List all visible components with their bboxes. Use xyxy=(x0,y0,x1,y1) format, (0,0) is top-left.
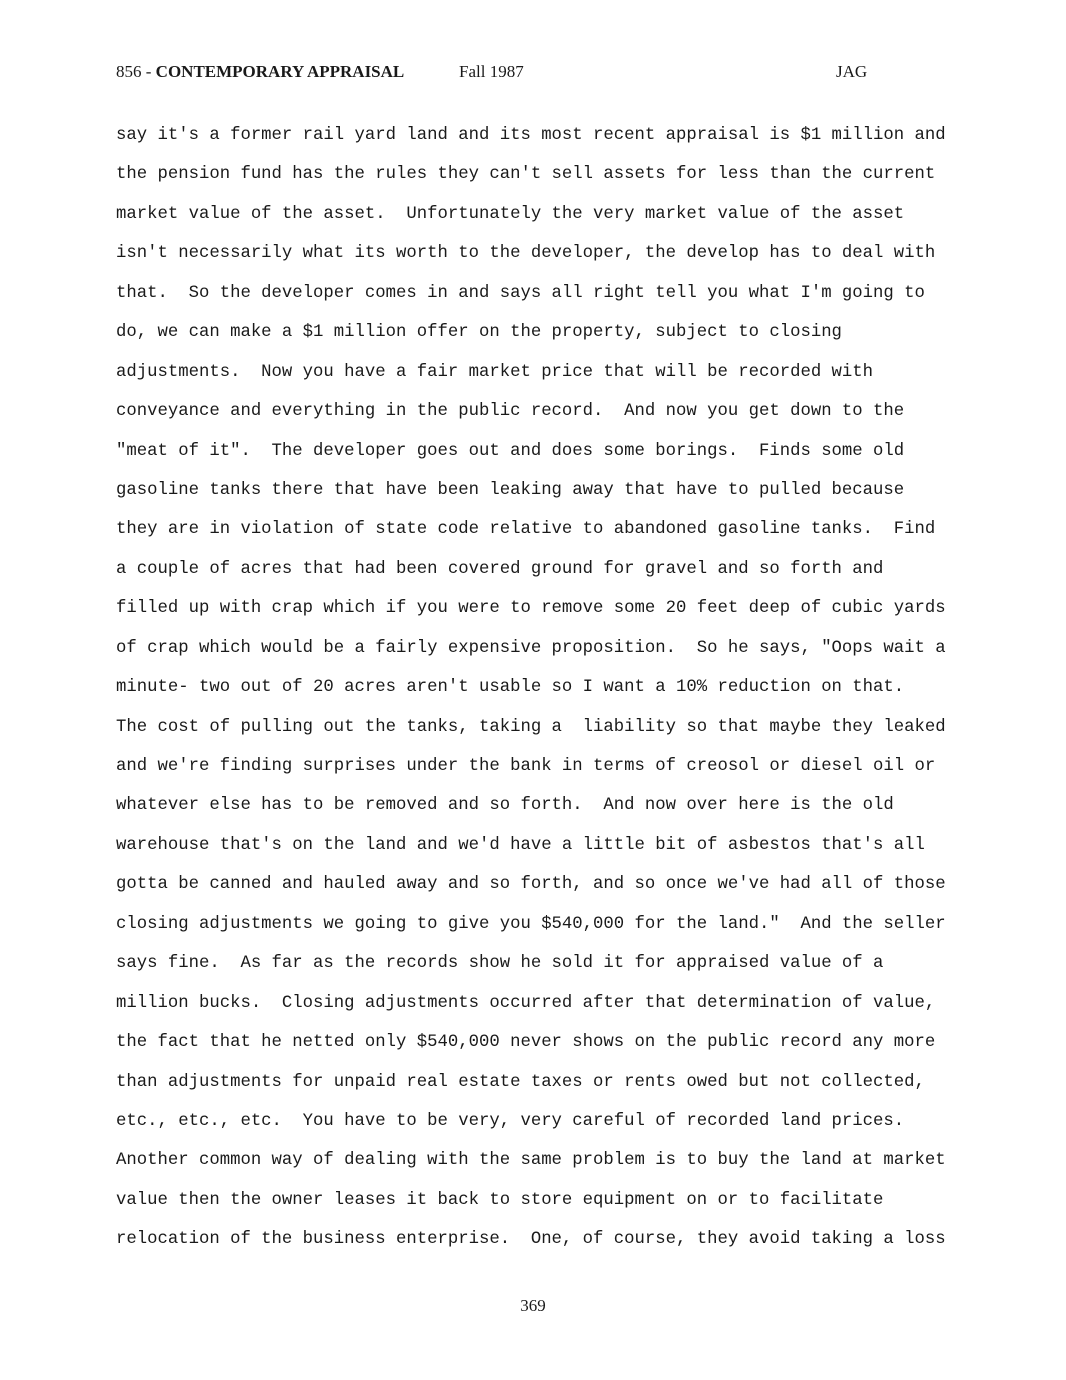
text-line: gasoline tanks there that have been leaking away that have to pulled because xyxy=(116,480,905,500)
text-line: filled up with crap which if you were to remove some 20 feet deep of cubic yards xyxy=(116,599,946,619)
text-line: etc., etc., etc. You have to be very, very careful of recorded land prices. xyxy=(116,1111,905,1131)
text-line: a couple of acres that had been covered ground for gravel and so forth and xyxy=(116,559,884,579)
page-header xyxy=(116,62,876,86)
page-number: 369 xyxy=(520,1296,546,1315)
text-line: closing adjustments we going to give you $540,000 for the land." And the seller xyxy=(116,914,946,934)
text-line: The cost of pulling out the tanks, taking a liability so that maybe they leaked xyxy=(116,717,946,737)
text-line: Another common way of dealing with the same problem is to buy the land at market xyxy=(116,1151,946,1171)
term-label: Fall 1987 xyxy=(459,62,524,81)
course-heading xyxy=(116,62,404,82)
text-line: adjustments. Now you have a fair market price that will be recorded with xyxy=(116,362,874,382)
text-line: "meat of it". The developer goes out and does some borings. Finds some old xyxy=(116,441,905,461)
text-line: they are in violation of state code relative to abandoned gasoline tanks. Find xyxy=(116,520,936,540)
author-initials: JAG xyxy=(836,62,868,81)
text-line: market value of the asset. Unfortunately the very market value of the asset xyxy=(116,204,905,224)
course-title: CONTEMPORARY APPRAISAL xyxy=(155,62,405,81)
transcript-body xyxy=(116,124,996,1268)
course-number: 856 - xyxy=(116,62,156,81)
text-line: of crap which would be a fairly expensive proposition. So he says, "Oops wait a xyxy=(116,638,946,658)
text-line: do, we can make a $1 million offer on the property, subject to closing xyxy=(116,323,842,343)
text-line: million bucks. Closing adjustments occurred after that determination of value, xyxy=(116,993,936,1013)
text-line: the fact that he netted only $540,000 never shows on the public record any more xyxy=(116,1033,936,1053)
text-line: says fine. As far as the records show he sold it for appraised value of a xyxy=(116,954,884,974)
text-line: gotta be canned and hauled away and so forth, and so once we've had all of those xyxy=(116,875,946,895)
text-line: and we're finding surprises under the bank in terms of creosol or diesel oil or xyxy=(116,757,936,776)
text-line: than adjustments for unpaid real estate taxes or rents owed but not collected, xyxy=(116,1072,925,1092)
text-line: say it's a former rail yard land and its most recent appraisal is $1 million and xyxy=(116,126,946,145)
text-line: the pension fund has the rules they can't sell assets for less than the current xyxy=(116,165,936,185)
text-line: conveyance and everything in the public record. And now you get down to the xyxy=(116,402,905,422)
text-line: minute- two out of 20 acres aren't usable so I want a 10% reduction on that. xyxy=(116,678,905,698)
text-line: relocation of the business enterprise. One, of course, they avoid taking a loss xyxy=(116,1230,946,1250)
text-line: value then the owner leases it back to store equipment on or to facilitate xyxy=(116,1190,884,1210)
text-line: that. So the developer comes in and says all right tell you what I'm going to xyxy=(116,283,925,303)
text-line: whatever else has to be removed and so forth. And now over here is the old xyxy=(116,796,894,816)
text-line: warehouse that's on the land and we'd have a little bit of asbestos that's all xyxy=(116,835,925,855)
text-line: isn't necessarily what its worth to the developer, the develop has to deal with xyxy=(116,244,936,264)
